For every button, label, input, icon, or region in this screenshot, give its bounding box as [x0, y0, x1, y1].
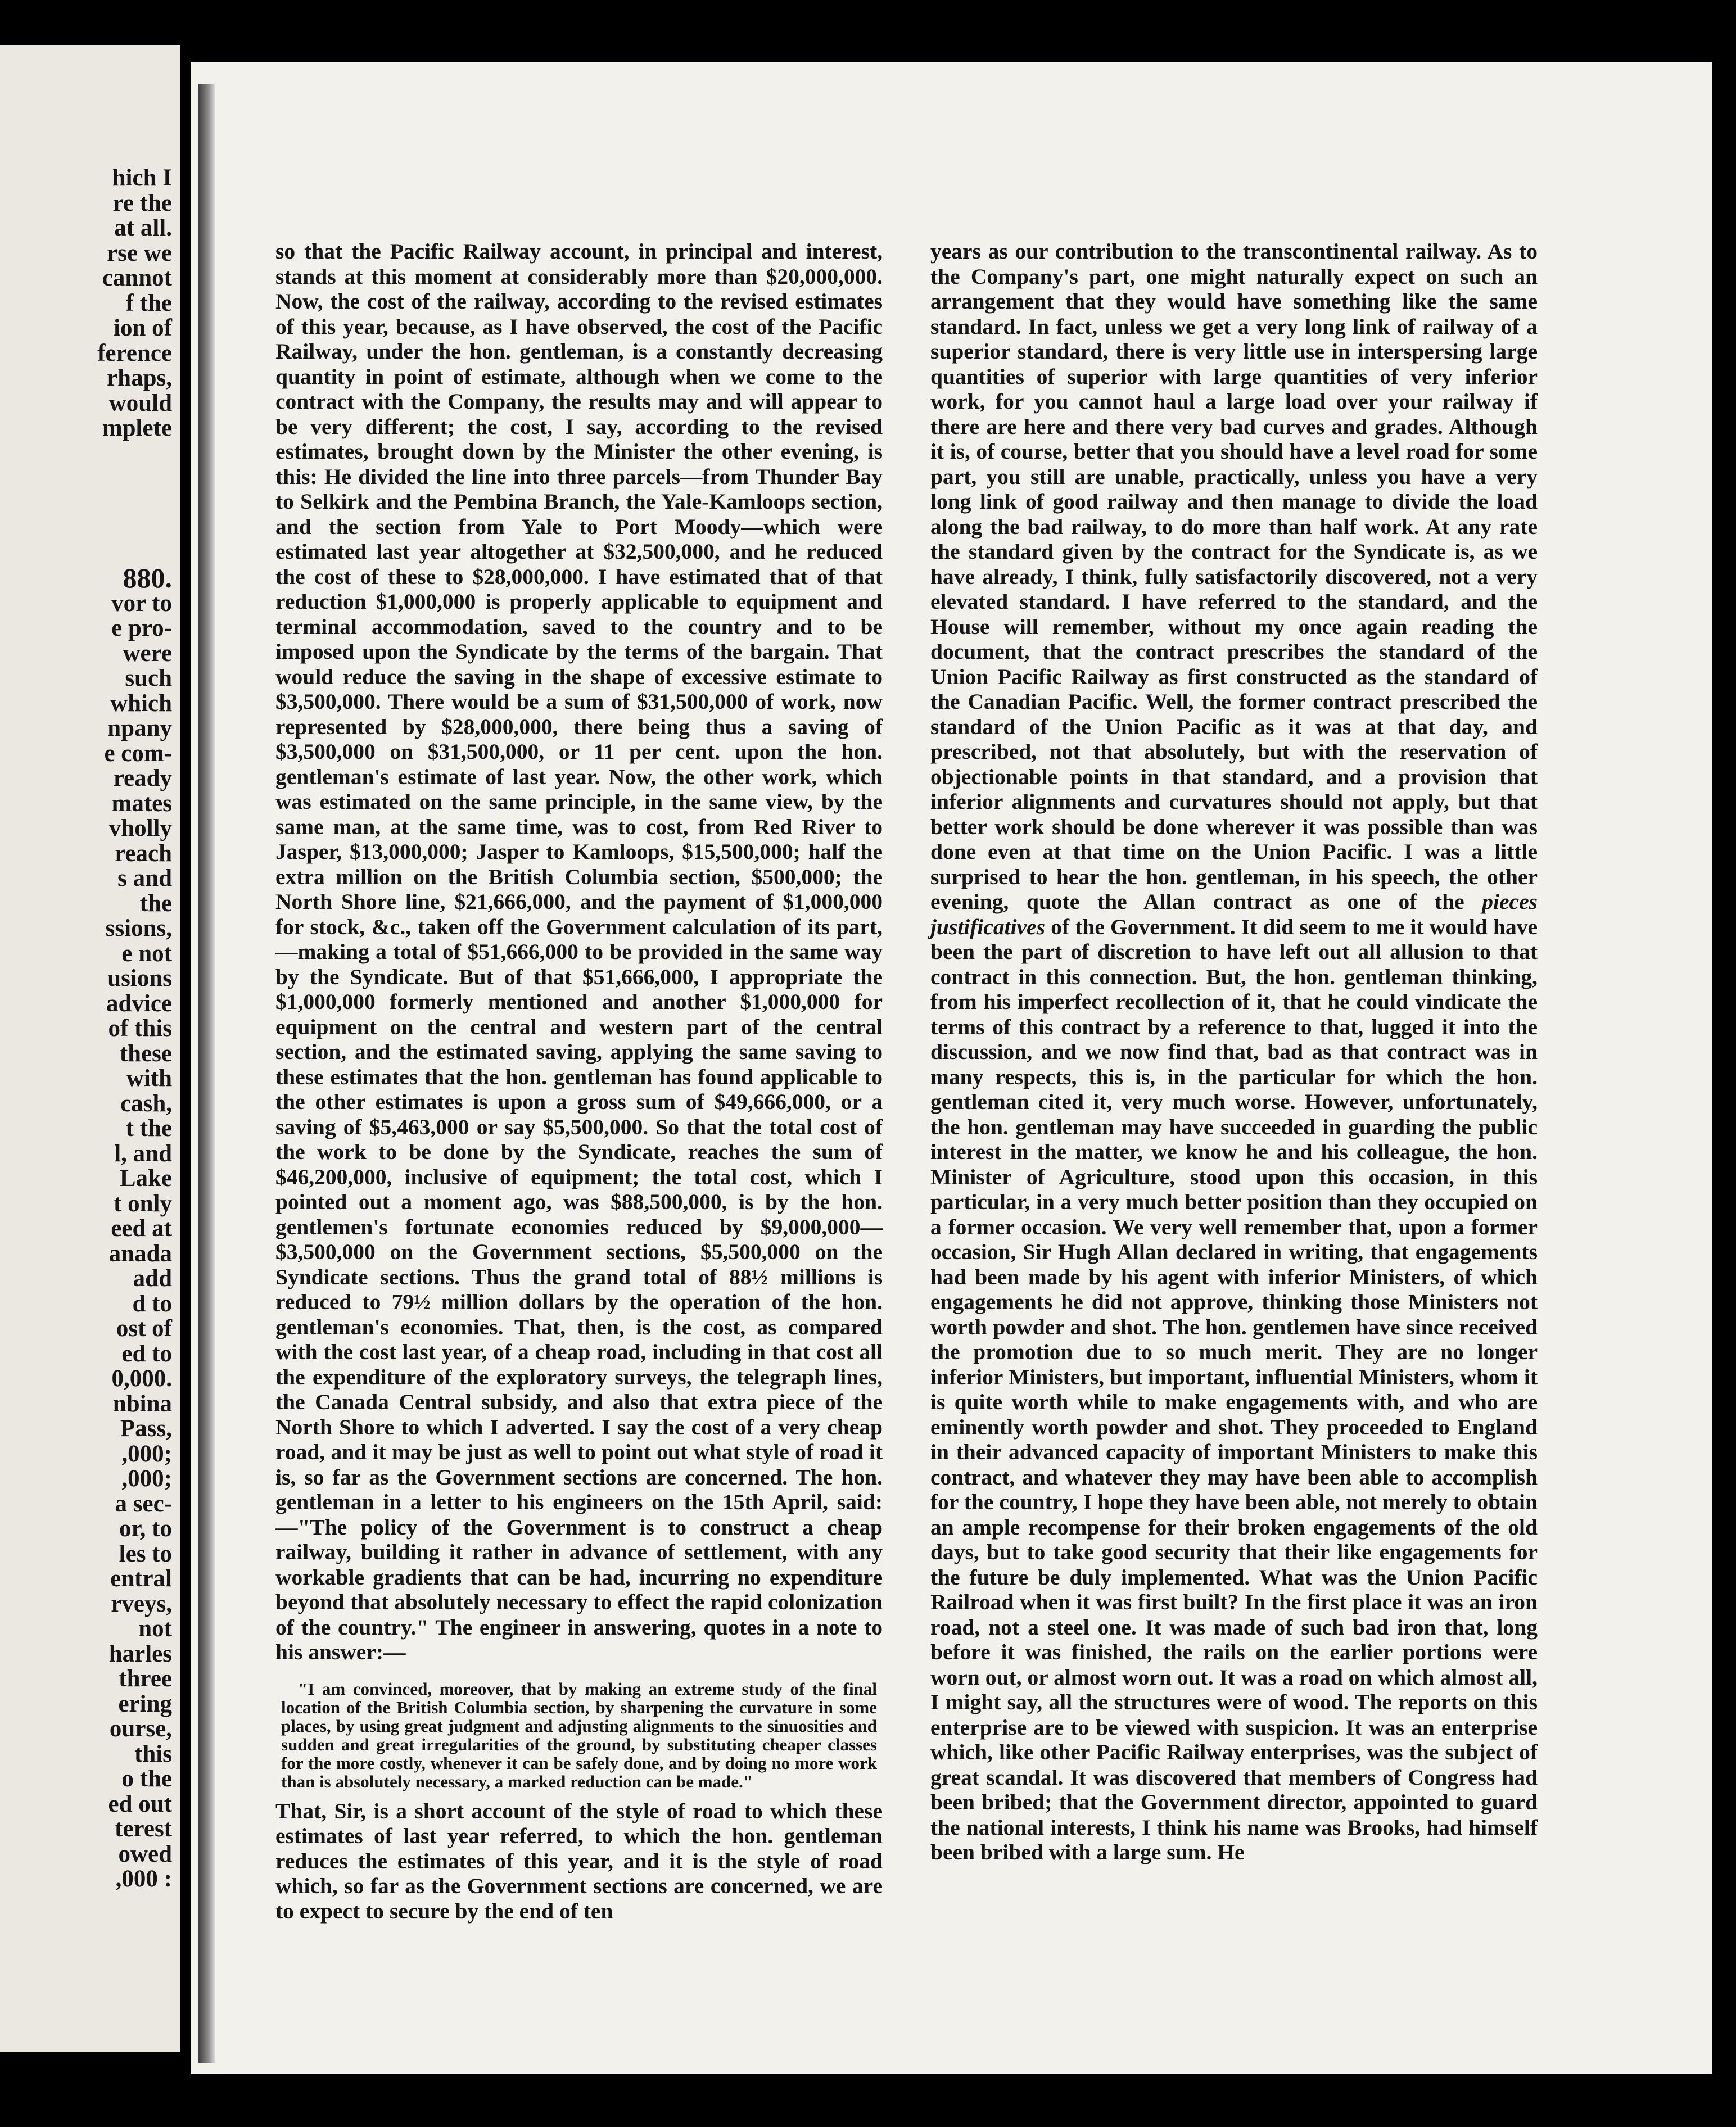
facing-page-line: Pass, — [120, 1415, 172, 1442]
facing-page-line: the — [139, 890, 172, 917]
facing-page-line: vor to — [111, 590, 172, 617]
facing-page-line: advice — [106, 990, 172, 1017]
facing-page-line: harles — [108, 1640, 172, 1667]
facing-page-line: these — [119, 1040, 172, 1067]
facing-page-line: such — [125, 665, 172, 691]
facing-page-line: reach — [115, 840, 172, 867]
facing-page-line: e not — [121, 940, 172, 967]
facing-page-line: mates — [111, 790, 172, 817]
facing-page-line: add — [133, 1265, 172, 1292]
facing-page-line: ,000; — [121, 1440, 172, 1467]
facing-page-line: ,000; — [121, 1465, 172, 1492]
facing-page-line: eed at — [111, 1215, 172, 1242]
facing-page-line: npany — [107, 715, 172, 741]
facing-page-line: les to — [119, 1540, 172, 1567]
facing-page-line: ering — [118, 1690, 172, 1717]
facing-page-line: of this — [108, 1015, 172, 1042]
facing-page-line: entral — [110, 1565, 172, 1592]
facing-page-line: this — [134, 1740, 172, 1767]
facing-page-line: 0,000. — [111, 1365, 172, 1392]
facing-page-line: were — [123, 640, 172, 667]
text-column-left — [275, 239, 883, 1924]
text-column-right — [930, 239, 1538, 1864]
facing-page-line: usions — [107, 965, 172, 992]
facing-page-line: e pro- — [111, 615, 172, 641]
facing-page-line: or, to — [119, 1515, 172, 1542]
facing-page-line: anada — [108, 1240, 172, 1267]
paragraph — [930, 239, 1538, 1865]
facing-page-line: rveys, — [111, 1590, 172, 1617]
paragraph-text: years as our contribution to the transcontinental railway. As to the Company's part, one might naturally expect on such an arrangement that they would have something like the same standard. In fact, unless we get a very long link of railway of a superior standard, there is very little use in interspersing large quantities of superior with large quantities of very inferior work, for you cannot haul a large load over your railway if there are here and there very bad curves and grades. Although it is, of course, better that you should have a level road for some part, you still are unable, practically, unless you have a very long link of good railway and then manage to divide the load along the bad railway, to do more than half work. At any rate the standard given by the contract for the Syndicate is, as we have already, I think, fully satisfactorily discovered, not a very elevated standard. I have referred to the standard, and the House will remember, without my once again reading the document, that the contract prescribes the standard of the Union Pacific Railway as first constructed as the standard of the Canadian Pacific. Well, the former contract prescribed the standard of the Union Pacific as it was at that day, and prescribed, not that absolutely, but with the reservation of objectionable points in that standard, and a provision that inferior alignments and curvatures should not apply, but that better work should be done wherever it was possible than was done even at that time on the Union Pacific. I was a little surprised to hear the hon. gentleman, in his speech, the other evening, quote the Allan contract as one of the — [930, 239, 1538, 914]
facing-page-line: at all. — [114, 215, 172, 241]
facing-page-line: hich I — [112, 165, 172, 191]
facing-page-line: ost of — [116, 1315, 172, 1342]
facing-page-line: ed out — [108, 1790, 172, 1817]
facing-page-line: which — [110, 690, 172, 717]
facing-page-line: cannot — [102, 265, 172, 291]
facing-page-line: l, and — [114, 1140, 172, 1167]
facing-page-line: ourse, — [109, 1716, 172, 1742]
facing-page-line: ready — [113, 765, 172, 791]
italic-phrase: pieces justificatives — [930, 889, 1538, 939]
facing-page-line: three — [119, 1666, 172, 1692]
facing-page-line: ion of — [114, 315, 172, 341]
paragraph: so that the Pacific Railway account, in principal and interest, stands at this moment at considerably more than $20,000,000. Now, the cost of the railway, according to the revised estimates of this year, because, as I have observed, the cost of the Pacific Railway, under the hon. gentleman, is a constantly decreasing quantity in point of estimate, although when we come to the contract with the Company, the results may and will appear to be very different; the cost, I say, according to the revised estimates, brought down by the Minister the other evening, is this: He divided the line into three parcels—from Thunder Bay to Selkirk and the Pembina Branch, the Yale-Kamloops section, and the section from Yale to Port Moody—which were estimated last year altogether at $32,500,000, and he reduced the cost of these to $28,000,000. I have estimated that of that reduction $1,000,000 is properly applicable to equipment and terminal accommodation, saved to the country and to be imposed upon the Syndicate by the terms of the bargain. That would reduce the saving in the shape of excessive estimate to $3,500,000. There would be a sum of $31,500,000 of work, now represented by $28,000,000, there being thus a saving of $3,500,000 on $31,500,000, or 11 per cent. upon the hon. gentleman's estimate of last year. Now, the other work, which was estimated on the same principle, in the same view, by the same man, at the same time, was to cost, from Red River to Jasper, $13,000,000; Jasper to Kamloops, $15,500,000; half the extra million on the British Columbia section, $500,000; the North Shore line, $21,666,000, and the payment of $1,000,000 for stock, &c., taken off the Government calculation of its part,—making a total of $51,666,000 to be provided in the same way by the Syndicate. But of that $51,666,000, I appropriate the $1,000,000 formerly mentioned and another $1,000,000 for equipment on the central and western part of the central section, and the estimated saving, applying the same saving to these estimates that the hon. gentleman has found applicable to the other estimates is upon a gross sum of $49,666,000, or a saving of $5,463,000 or say $5,500,000. So that the total cost of the work to be done by the Syndicate, reaches the sum of $46,200,000, inclusive of equipment; the total cost, which I pointed out a moment ago, was $88,500,000, is by the hon. gentlemen's fortunate economies reduced by $9,000,000—$3,500,000 on the Government sections, $5,500,000 on the Syndicate sections. Thus the grand total of 88½ millions is reduced to 79½ million dollars by the operation of the hon. gentleman's economies. That, then, is the cost, as compared with the cost last year, of a cheap road, including in that cost all the expenditure of the exploratory surveys, the telegraph lines, the Canada Central subsidy, and also that extra piece of the North Shore to which I adverted. I say the cost of a very cheap road, and it may be just as well to point out what style of road it is, so far as the Government sections are concerned. The hon. gentleman in a letter to his engineers on the 15th April, said:—"The policy of the Government is to construct a cheap railway, building it rather in advance of settlement, with any workable gradients that can be had, incurring no expenditure beyond that absolutely necessary to effect the rapid colonization of the country." The engineer in answering, quotes in a note to his answer:— — [275, 239, 883, 1664]
facing-page-line: nbina — [112, 1390, 172, 1417]
facing-page-line: ed to — [121, 1340, 172, 1367]
paragraph-text: of the Government. It did seem to me it would have been the part of discretion to have left out all allusion to that contract in this connection. But, the hon. gentleman thinking, from his imperfect recollection of it, that he could vindicate the terms of this contract by a reference to that, lugged it into the discussion, and we now find that, bad as that contract was in many respects, this is, in the particular for which the hon. gentleman cited it, very much worse. However, unfortunately, the hon. gentleman may have succeeded in guarding the public interest in the matter, we know he and his colleague, the hon. Minister of Agriculture, stood upon this occasion, in this particular, in a very much better position than they occupied on a former occasion. We very well remember that, upon a former occasion, Sir Hugh Allan declared in writing, that engagements had been made by his agent with inferior Ministers, of which engagements he did not approve, thinking those Ministers not worth powder and shot. The hon. gentlemen have since received the promotion due to so much merit. They are no longer inferior Ministers, but important, influential Ministers, whom it is quite worth while to make engagements with, and who are eminently worth powder and shot. They proceeded to England in their advanced capacity of important Ministers to make this contract, and whatever they may have been able to accomplish for the country, I hope they have been able, not merely to obtain an ample recompense for their broken engagements of the old days, but to take good security that their like engagements for the future be duly implemented. What was the Union Pacific Railroad when it was first built? In the first place it was an iron road, not a steel one. It was made of such bad iron that, long before it was finished, the rails on the earlier portions were worn out, or almost worn out. It was a road on which almost all, I might say, all the structures were of wood. The reports on this enterprise are to be viewed with suspicion. It was an enterprise which, like other Pacific Railway enterprises, was the subject of great scandal. It was discovered that members of Congress had been bribed; that the Government director, appointed to guard the national interests, I think his name was Brooks, had himself been bribed with a large sum. He — [930, 914, 1538, 1864]
facing-page-line: re the — [112, 189, 172, 216]
facing-page-line: f the — [125, 289, 172, 316]
paragraph: That, Sir, is a short account of the style of road to which these estimates of last year referred, to which the hon. gentleman reduces the estimates of this year, and it is the style of road which, so far as the Government sections are concerned, we are to expect to secure by the end of ten — [275, 1798, 883, 1924]
facing-page-line: t only — [114, 1190, 172, 1217]
facing-page-line: t the — [125, 1115, 172, 1142]
facing-page-line: with — [126, 1065, 172, 1092]
facing-page-line: ssions, — [105, 915, 172, 942]
facing-page-line: ference — [97, 340, 172, 366]
facing-page-line: ,000 : — [115, 1866, 172, 1892]
facing-page-line: s and — [117, 865, 172, 891]
facing-page-line: vholly — [108, 815, 172, 841]
page-gutter-shadow — [198, 84, 215, 2063]
facing-page-line: 880. — [123, 562, 172, 594]
facing-page-line: terest — [115, 1816, 172, 1842]
facing-page-line: not — [138, 1615, 172, 1642]
facing-page-line: would — [108, 390, 172, 417]
block-quote: "I am convinced, moreover, that by making an extreme study of the final location of the British Columbia section, by sharpening the curvature in some places, by using great judgment and adjusting alignments to the sinuosities and sudden and great irregularities of the ground, by substituting cheaper classes for the more costly, whenever it can be safely done, and by doing no more work than is absolutely necessary, a marked reduction can be made." — [281, 1678, 877, 1791]
facing-page-line: d to — [132, 1290, 172, 1317]
facing-page-line: e com- — [104, 740, 172, 767]
facing-page-line: rse we — [107, 239, 172, 266]
facing-page-strip — [0, 45, 180, 2052]
facing-page-line: mplete — [102, 415, 172, 441]
facing-page-line: Lake — [119, 1165, 172, 1192]
facing-page-line: a sec- — [115, 1490, 172, 1517]
facing-page-line: rhaps, — [107, 365, 172, 391]
facing-page-line: owed — [118, 1840, 172, 1867]
facing-page-line: o the — [121, 1766, 172, 1792]
facing-page-line: cash, — [120, 1090, 172, 1117]
